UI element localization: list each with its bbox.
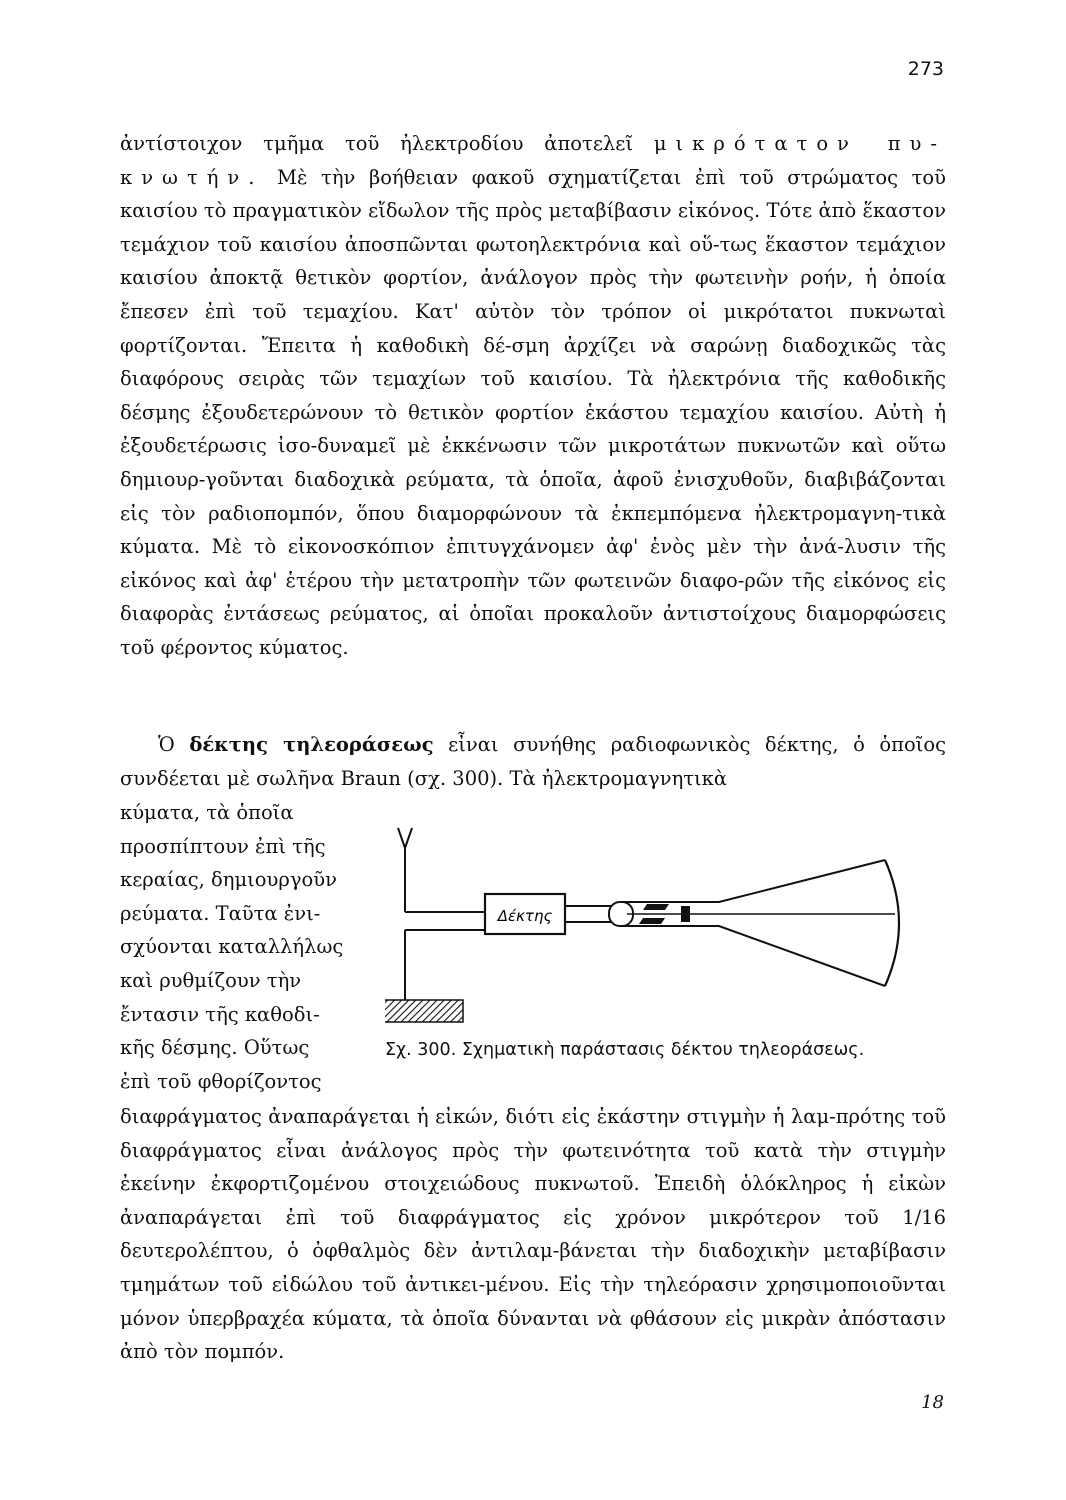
braun-tube-icon — [609, 860, 899, 986]
receiver-box — [485, 894, 623, 934]
wrap-line: κεραίας, δημιουργοῦν — [120, 868, 337, 892]
body-paragraph-top — [120, 127, 946, 665]
emphasis-spaced-1: μικρότατον πυ- — [653, 132, 946, 155]
ground-icon — [385, 930, 485, 1022]
antenna-icon — [398, 828, 485, 912]
wrap-line: κῆς δέσμης. Οὕτως — [120, 1036, 310, 1060]
wrapped-text-column — [120, 796, 370, 1098]
wrap-line: ἔντασιν τῆς καθοδι- — [120, 1002, 320, 1026]
receiver-article: Ὁ — [158, 733, 190, 756]
wrap-line: καὶ ρυθμίζουν τὴν — [120, 968, 302, 992]
page-number: 273 — [907, 58, 944, 80]
receiver-box-label: Δέκτης — [497, 907, 553, 925]
para-top-rest: Μὲ τὴν βοήθειαν φακοῦ σχηματίζεται ἐπὶ τοῦ στρώματος τοῦ καισίου τὸ πραγματικὸν εἴδωλον τῆς πρὸς μεταβίβασιν εἰκόνος. Τότε ἀπὸ ἕκαστον τεμάχιον τοῦ καισίου ἀποσπῶνται φωτοηλεκτρόνια καὶ οὕ-τως ἕκαστον τεμάχιον καισίου ἀποκτᾷ θετικὸν φορτίον, ἀνάλογον πρὸς τὴν φωτεινὴν ροήν, ἡ ὁποία ἔπεσεν ἐπὶ τοῦ τεμαχίου. Κατ' αὐτὸν τὸν τρόπον οἱ μικρότατοι πυκνωταὶ φορτίζονται. Ἔπειτα ἡ καθοδικὴ δέ-σμη ἀρχίζει νὰ σαρώνῃ διαδοχικῶς τὰς διαφόρους σειρὰς τῶν τεμαχίων τοῦ καισίου. Τὰ ἠλεκτρόνια τῆς καθοδικῆς δέσμης ἐξουδετερώνουν τὸ θετικὸν φορτίον ἑκάστου τεμαχίου καισίου. Αὐτὴ ἡ ἐξουδετέρωσις ἰσο-δυναμεῖ μὲ ἐκκένωσιν τῶν μικροτάτων πυκνωτῶν καὶ οὕτω δημιουρ-γοῦνται διαδοχικὰ ρεύματα, τὰ ὁποῖα, ἀφοῦ ἐνισχυθοῦν, διαβιβάζονται εἰς τὸν ραδιοπομπόν, ὅπου διαμορφώνουν τὰ ἐκπεμπόμενα ἠλεκτρομαγνη-τικὰ κύματα. Μὲ τὸ εἰκονοσκόπιον ἐπιτυγχάνομεν ἀφ' ἑνὸς μὲν τὴν ἀνά-λυσιν τῆς εἰκόνος καὶ ἀφ' ἑτέρου τὴν μετατροπὴν τῶν φωτεινῶν διαφο-ρῶν τῆς εἰκόνος εἰς διαφορὰς ἐντάσεως ρεύματος, αἱ ὁποῖαι προκαλοῦν ἀντιστοίχους διαμορφώσεις τοῦ φέροντος κύματος. — [120, 165, 946, 659]
receiver-term: δέκτης τηλεοράσεως — [189, 733, 434, 756]
wrap-line: προσπίπτουν ἐπὶ τῆς — [120, 834, 326, 858]
wrap-line: κύματα, τὰ ὁποῖα — [120, 801, 294, 824]
signature-mark: 18 — [921, 1392, 944, 1413]
tv-receiver-diagram — [385, 818, 945, 1038]
wrap-line: ρεύματα. Ταῦτα ἐνι- — [120, 901, 321, 925]
para-bottom-text: διαφράγματος ἀναπαράγεται ἡ εἰκών, διότι εἰς ἑκάστην στιγμὴν ἡ λαμ-πρότης τοῦ διαφράγματος εἶναι ἀνάλογος πρὸς τὴν φωτεινότητα τοῦ κατὰ τὴν στιγμὴν ἐκείνην ἐκφορτιζομένου στοιχειώδους πυκνωτοῦ. Ἐπειδὴ ὁλόκληρος ἡ εἰκὼν ἀναπαράγεται ἐπὶ τοῦ διαφράγματος εἰς χρόνον μικρότερον τοῦ 1/16 δευτερολέπτου, ὁ ὀφθαλμὸς δὲν ἀντιλαμ-βάνεται τὴν διαδοχικὴν μεταβίβασιν τμημάτων τοῦ εἰδώλου τοῦ ἀντικει-μένου. Εἰς τὴν τηλεόρασιν χρησιμοποιοῦνται μόνον ὑπερβραχέα κύματα, τὰ ὁποῖα δύνανται νὰ φθάσουν εἰς μικρὰν ἀπόστασιν ἀπὸ τὸν πομπόν. — [120, 1105, 946, 1364]
para-top-start: ἀντίστοιχον τμῆμα τοῦ ἠλεκτροδίου ἀποτελεῖ — [120, 132, 654, 155]
body-paragraph-receiver — [120, 728, 946, 795]
emphasis-spaced-2: κνωτήν. — [120, 165, 264, 189]
wrap-line: ἐπὶ τοῦ φθορίζοντος — [120, 1069, 322, 1093]
wrap-line: σχύονται καταλλήλως — [120, 935, 344, 959]
receiver-rest: εἶναι συνήθης ραδιοφωνικὸς δέκτης, ὁ ὁποῖος συνδέεται μὲ σωλῆνα Braun (σχ. 300). Τὰ ἠλεκτρομαγνητικὰ — [120, 733, 946, 790]
figure-caption: Σχ. 300. Σχηματικὴ παράστασις δέκτου τηλεοράσεως. — [385, 1040, 865, 1060]
body-paragraph-bottom — [120, 1100, 946, 1369]
